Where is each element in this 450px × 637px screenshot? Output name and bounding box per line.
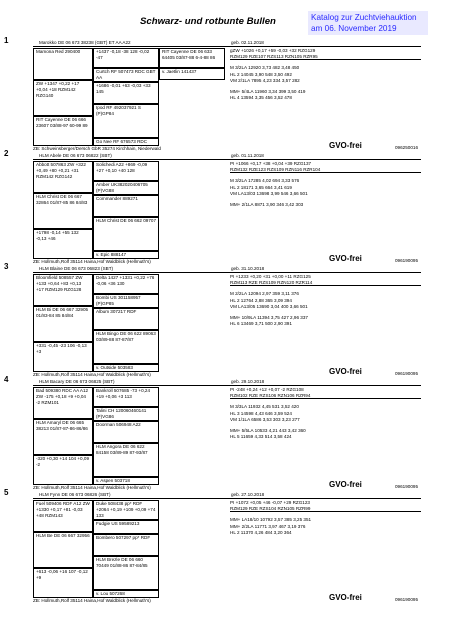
pedigree-cell: Album 307217 RDF <box>93 308 159 330</box>
performance-row: MM+ LA18/10 10792 3,57 385 3,25 351 <box>230 517 312 523</box>
bull-name: HLM Abele DE 06 673 06822 (SBT) <box>39 153 112 158</box>
pedigree-cell: RIT Cayenne DE 06 666 23607 03/88-97 60-99 89 <box>33 116 93 146</box>
catalog-entry <box>4 36 421 151</box>
pedigree-cell: -320 +0,30 +14 104 +0,09 -2 <box>33 455 93 485</box>
pedigree-cell: v. Lou 507268 <box>93 590 159 598</box>
performance-row: HL 6 13469 3,71 500 2,90 391 <box>230 321 292 327</box>
pedigree-cell: Fuel 509406 RDF A12 ZW +1330 +0,17 +81 -0,03 +48 RZM143 <box>33 500 93 532</box>
breeder-info: ZB: Hollmuth,Rolf 35114 Haina,Hof Waldblick (Hellmuth's) <box>33 598 151 603</box>
entry-code: 096190095 <box>395 484 418 489</box>
pedigree-cell: Ipod RF 492037921 S (P)GP84 <box>93 104 159 138</box>
performance-block <box>230 387 421 440</box>
performance-block <box>230 161 421 208</box>
entry-header <box>33 492 421 499</box>
pedigree-cell: v. Aspen 503718 <box>93 477 159 485</box>
breeder-info: ZB: Hollmuth,Rolf 35114 Haina,Hof Waldblick (Hellmuth's) <box>33 372 151 377</box>
gvo-badge: GVO-frei <box>329 367 362 376</box>
entry-number: 4 <box>4 375 9 384</box>
breeder-info: ZB: Schweinsberger/Dersch GbR 35274 Kirchhain, Niederwald <box>33 146 161 151</box>
performance-row: RZM129 RZE RZS104 RZN105 RZR99 <box>230 506 421 512</box>
pedigree-cell: +1686 -0,01 +63 -0,03 +33 145 <box>93 82 159 104</box>
birth-date: geb. 31.10.2018 <box>231 266 265 271</box>
birth-date: geb. 01.11.2018 <box>231 153 264 158</box>
pedigree-cell: v. Jaetlin 141437 <box>159 68 225 80</box>
pedigree-cell: Bankroll 507685 -73 +0,24 +19 +0,06 +3 113 <box>93 387 159 407</box>
pedigree-cell: Bombero 507297 pp* RDF <box>93 534 159 556</box>
performance-row: VM 1/1LA 6586 3,53 303 3,23 277 <box>230 416 300 422</box>
pedigree-cell: HLM Brezle DE 06 660 70449 01/88-86 87-84/85 <box>93 556 159 590</box>
performance-row: M 3/2LA 12920 3,73 482 3,48 450 <box>230 65 300 71</box>
entry-number: 1 <box>4 36 9 45</box>
entry-header <box>33 379 421 386</box>
pedigree-cell: HLM Christ DE 06 662 09707 <box>93 217 159 251</box>
performance-row: RZM113 RZE RZS109 RZN120 RZR114 <box>230 280 421 286</box>
performance-row: RZM132 RZE123 RZS109 RZN116 RZR104 <box>230 167 421 173</box>
performance-row: gZW +1026 +0,17 +59 -0,03 +32 RZG129 <box>230 48 316 53</box>
entry-code: 096190095 <box>395 371 418 376</box>
pedigree-grid <box>33 274 225 372</box>
pedigree-cell: v. Outside 503583 <box>93 364 159 372</box>
performance-row: RZM129 RZE107 RZS113 RZN105 RZR95 <box>230 54 421 60</box>
entry-header <box>33 266 421 273</box>
catalog-entry <box>4 149 421 264</box>
entry-header <box>33 40 421 47</box>
catalog-note: Katalog zur Zuchtviehauktion am 06. November 2019 <box>308 11 428 35</box>
pedigree-cell: Mamona Red 290400 <box>33 48 93 80</box>
pedigree-grid <box>33 500 225 598</box>
entry-number: 5 <box>4 488 9 497</box>
entry-number: 3 <box>4 262 9 271</box>
performance-row: MM+ 5/5LA 10533 4,21 443 3,42 360 <box>230 427 306 433</box>
pedigree-cell: +331 -0,45 -23 106 -0,13 +3 <box>33 342 93 372</box>
pedigree-cell: HLM Bi DE 06 667 32905 01/83-84 85 84/84 <box>33 306 93 342</box>
pedigree-cell: HLM Be DE 06 667 32956 <box>33 532 93 568</box>
performance-row: PI +1066 +0,17 +38 +0,04 +39 RZG137 <box>230 161 312 166</box>
entry-code: 096250016 <box>395 145 418 150</box>
pedigree-cell: Fudgie US 59589213 <box>93 520 159 534</box>
bull-name: HLM Blaine DE 06 673 06823 (SBT) <box>39 266 114 271</box>
pedigree-grid <box>33 48 225 146</box>
gvo-badge: GVO-frei <box>329 480 362 489</box>
gvo-badge: GVO-frei <box>329 254 362 263</box>
pedigree-cell: Amber UK382020406705 (P)VG88 <box>93 181 159 195</box>
pedigree-cell: ZW +1347 +0,22 +17 +0,04 +18 RZM142 RZG140 <box>33 80 93 116</box>
pedigree-cell: RIT Cayenne DE 06 633 64405 03/87-88 6-4-88 86 <box>159 48 225 68</box>
performance-row: HL 2 14045 3,90 548 3,50 492 <box>230 71 292 77</box>
performance-row: PI +1233 +0,20 +31 +0,00 +11 RZG125 <box>230 274 311 279</box>
performance-row: HL 2 11370 4,26 484 3,20 364 <box>230 529 292 535</box>
pedigree-cell: Doorman 506948 A22 <box>93 421 159 443</box>
catalog-entry <box>4 488 421 603</box>
entry-header <box>33 153 421 160</box>
bull-name: Marokko DE 06 673 38238 (GBT) ET AA A22 <box>39 40 131 45</box>
pedigree-cell: Talini CH 120060460141 (P)VG86 <box>93 407 159 421</box>
performance-row: VM 2/1LA 7895 4,23 334 3,57 282 <box>230 77 300 83</box>
performance-block <box>230 274 421 327</box>
pedigree-cell: HLM Christ DE 06 667 32864 01/87-85 86 84/83 <box>33 193 93 229</box>
performance-row: M 3/2LA 17285 4,02 694 3,33 576 <box>230 178 300 184</box>
entry-code: 096190095 <box>395 258 418 263</box>
pedigree-cell: Bloomfield 508557 ZW +133 +0,64 +83 +0,13 +17 RZM129 RZG128 <box>33 274 93 306</box>
pedigree-cell: HLM Bingo DE 06 622 89063 03/89-88 87-87/87 <box>93 330 159 364</box>
performance-row: VM LA13/03 13698 3,99 546 3,66 501 <box>230 190 308 196</box>
performance-row: MM+ 10/9LA 11394 3,75 427 2,96 337 <box>230 314 308 320</box>
bull-name: HLM Bacary DE 06 673 06825 (SBT) <box>39 379 115 384</box>
pedigree-cell: Go Nee RF 676573 RDC <box>93 138 159 146</box>
performance-row: HL 2 12764 2,88 365 3,09 394 <box>230 297 292 303</box>
performance-row: PI -248 +0,24 +12 +0,07 -2 RZG108 <box>230 387 304 392</box>
pedigree-cell: Bad 509380 RDC AA A12 ZW -175 +0,18 +9 +0,04 -2 RZM101 <box>33 387 93 419</box>
pedigree-cell: +1798 -0,14 +55 132 -0,13 +46 <box>33 229 93 259</box>
performance-block <box>230 500 421 536</box>
page-title: Schwarz- und rotbunte Bullen <box>140 16 276 27</box>
performance-block <box>230 48 421 101</box>
performance-row: HL 5 11659 4,33 514 3,58 424 <box>230 434 292 440</box>
catalog-entry <box>4 262 421 377</box>
gvo-badge: GVO-frei <box>329 141 362 150</box>
pedigree-cell: Solichedi A22 +869 -0,09 +27 +0,10 +40 128 <box>93 161 159 181</box>
performance-row: HL 3 14598 4,43 646 3,59 524 <box>230 410 292 416</box>
pedigree-cell: +613 -0,06 +16 107 -0,12 +9 <box>33 568 93 598</box>
pedigree-cell: v. Epic 888147 <box>93 251 159 259</box>
pedigree-cell: HLM Angora DE 06 622 84158 03/89-89 87-93/87 <box>93 443 159 477</box>
pedigree-cell: Commander 889271 <box>93 195 159 217</box>
performance-row: M 3/3LA 11932 4,45 531 3,52 420 <box>230 404 299 410</box>
pedigree-grid <box>33 387 225 485</box>
pedigree-cell: Bombi US 301158957 (P)GP85 <box>93 294 159 308</box>
pedigree-cell: Delta 1427 +1331 +0,22 +76 -0,06 +36 130 <box>93 274 159 294</box>
performance-row: HL 4 13594 3,35 456 3,52 478 <box>230 95 292 101</box>
pedigree-cell: Abbott 507863 ZW +322 +0,49 +80 +0,21 +31 RZM142 RZG142 <box>33 161 93 193</box>
birth-date: geb. 29.10.2018 <box>231 379 265 384</box>
pedigree-cell: Curtch RF 507473 RDC GBT AA <box>93 68 159 82</box>
birth-date: geb. 02.11.2018 <box>231 40 264 45</box>
performance-row: PI +1072 +0,05 +46 -0,07 +29 RZG123 <box>230 500 310 505</box>
catalog-entry <box>4 375 421 490</box>
gvo-badge: GVO-frei <box>329 593 362 602</box>
pedigree-cell: HLM Amaryl DE 06 665 38213 01/87-87-86-86/86 <box>33 419 93 455</box>
performance-row: RZM102 RZE RZS106 RZN106 RZR94 <box>230 393 421 399</box>
pedigree-cell: +1437 -0,18 -38 128 -0,02 -47 <box>93 48 159 68</box>
performance-row: HL 2 18171 3,65 664 3,41 619 <box>230 184 292 190</box>
bull-name: HLM Fynn DE 06 673 06826 (SBT) <box>39 492 111 497</box>
pedigree-cell: Duke 508438 pp* RDF +2064 +0,19 +109 +0,09 +74 133 <box>93 500 159 520</box>
performance-row: VM LA13/05 13690 3,04 400 3,66 501 <box>230 303 308 309</box>
performance-row: M 2/2LA 12094 2,97 359 3,11 376 <box>230 291 299 297</box>
breeder-info: ZB: Hollmuth,Rolf 35114 Haina,Hof Waldblick (Hellmuth's) <box>33 259 151 264</box>
performance-row: MM+ 5/4LA 11960 3,34 399 3,50 419 <box>230 88 306 94</box>
entry-number: 2 <box>4 149 9 158</box>
birth-date: geb. 27.10.2018 <box>231 492 265 497</box>
pedigree-grid <box>33 161 225 259</box>
breeder-info: ZB: Hollmuth,Rolf 35114 Haina,Hof Waldblick (Hellmuth's) <box>33 485 151 490</box>
performance-row: MM+ 2/2LA 11771 3,97 467 3,19 376 <box>230 523 306 529</box>
entry-code: 096190095 <box>395 597 418 602</box>
performance-row: MM+ 2/1LA 8871 3,90 346 3,42 303 <box>230 201 304 207</box>
